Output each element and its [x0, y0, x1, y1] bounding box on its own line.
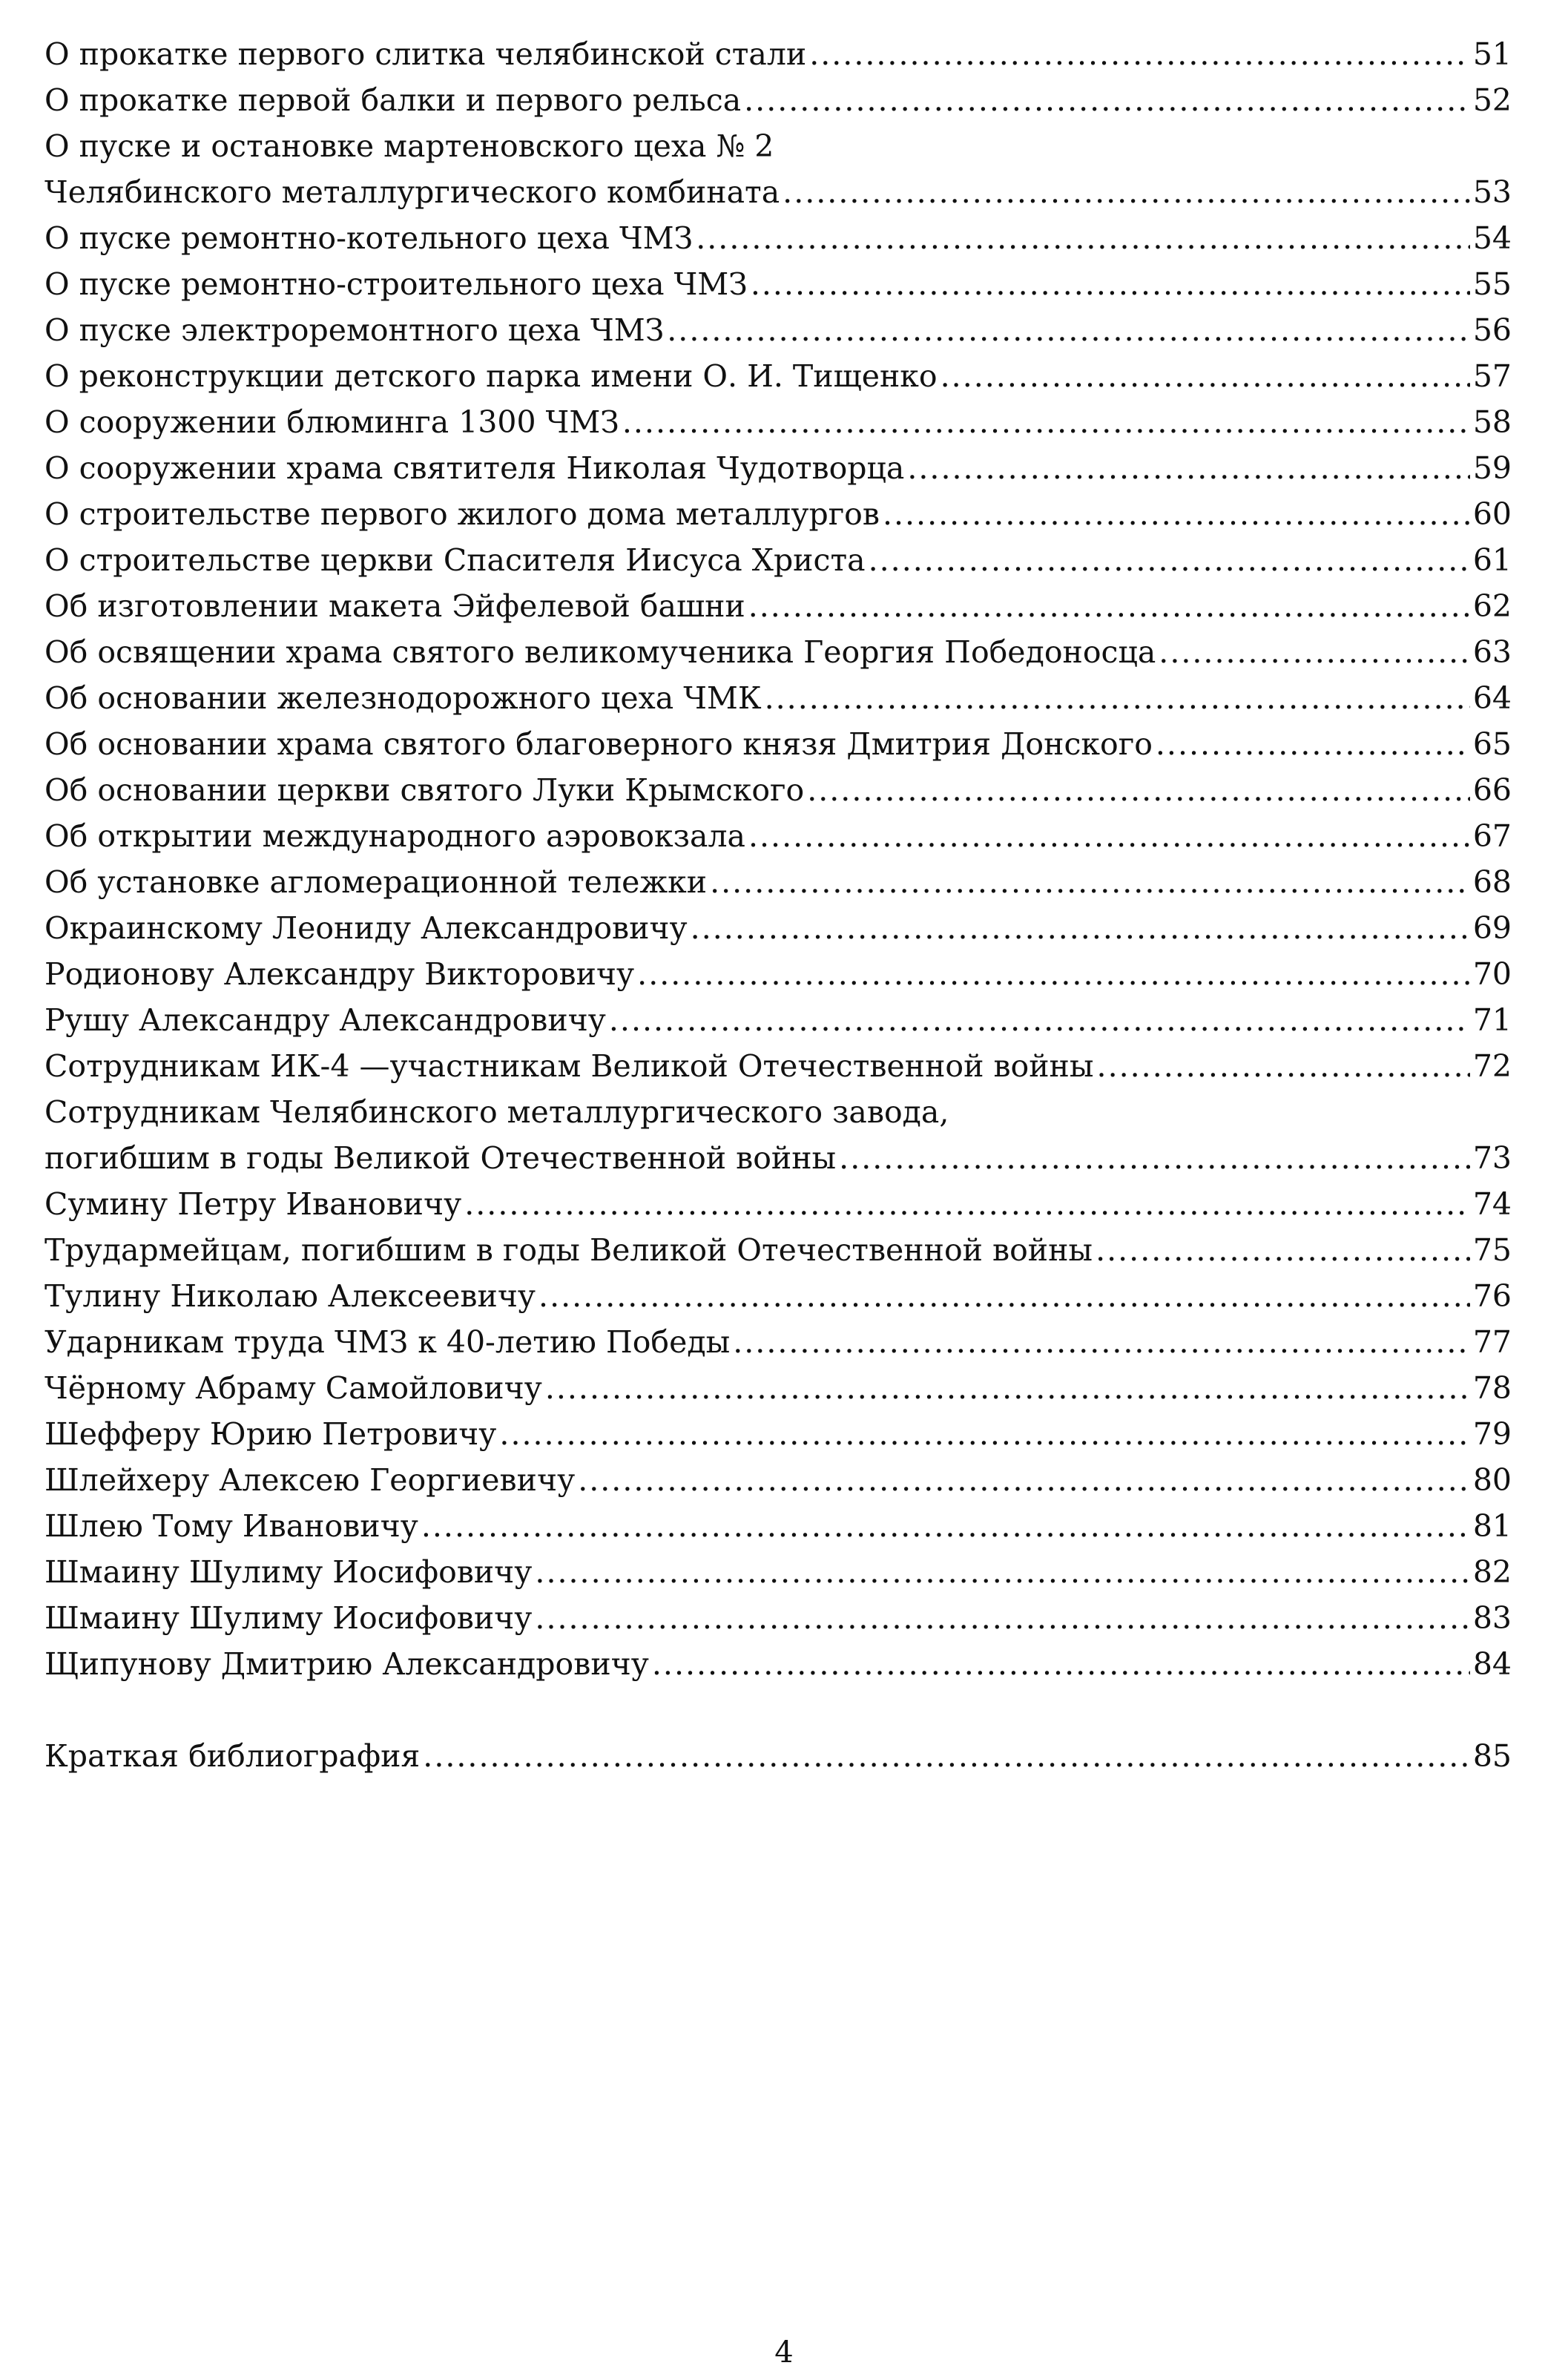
toc-entry-page: 60 [1472, 496, 1512, 532]
toc-entry[interactable] [45, 491, 1512, 537]
toc-entry-title: О прокатке первой балки и первого рельса [45, 82, 742, 118]
toc-entries [45, 31, 1512, 1687]
toc-entry-page: 74 [1472, 1186, 1512, 1222]
toc-entry-page: 52 [1472, 82, 1512, 118]
toc-leader-dots [744, 77, 1470, 123]
toc-entry-page: 64 [1472, 680, 1512, 716]
toc-entry-title: Об основании храма святого благоверного князя Дмитрия Донского [45, 726, 1153, 762]
toc-leader-dots [748, 813, 1470, 859]
toc-entry-title-line1: Сотрудникам Челябинского металлургического завода, [45, 1094, 949, 1130]
toc-entry-title: Ударникам труда ЧМЗ к 40-летию Победы [45, 1324, 731, 1360]
toc-entry-page: 66 [1472, 772, 1512, 808]
toc-entry-title: О сооружении храма святителя Николая Чудотворца [45, 450, 905, 486]
toc-leader-dots [733, 1319, 1470, 1365]
toc-entry-title: Шлейхеру Алексею Георгиевичу [45, 1462, 576, 1498]
toc-leader-dots [839, 1135, 1470, 1181]
toc-entry-title: Шефферу Юрию Петровичу [45, 1416, 497, 1452]
toc-entry-title: Шмаину Шулиму Иосифовичу [45, 1554, 533, 1590]
toc-entry-title: О пуске ремонтно-котельного цеха ЧМЗ [45, 220, 694, 256]
toc-entry[interactable] [45, 905, 1512, 951]
toc-leader-dots [691, 905, 1470, 951]
toc-gap [45, 1687, 1512, 1733]
toc-entry-page: 72 [1472, 1048, 1512, 1084]
toc-leader-dots [499, 1411, 1469, 1457]
toc-entry-last-line [45, 1135, 1512, 1181]
toc-entry-title: Чёрному Абраму Самойловичу [45, 1370, 542, 1406]
toc-entry-title: Шлею Тому Ивановичу [45, 1508, 418, 1544]
toc-entry-title: Сумину Петру Ивановичу [45, 1186, 462, 1222]
toc-entry-page: 53 [1472, 174, 1512, 210]
toc-leader-dots [1097, 1043, 1470, 1089]
toc-entry[interactable] [45, 1411, 1512, 1457]
toc-entry-page: 81 [1472, 1508, 1512, 1544]
toc-leader-dots [869, 537, 1470, 583]
toc-leader-dots [545, 1365, 1470, 1411]
toc-entry-bibliography[interactable] [45, 1733, 1512, 1779]
page-number: 4 [774, 2335, 794, 2370]
toc-entry-title: Рушу Александру Александровичу [45, 1002, 606, 1038]
toc-entry-page: 54 [1472, 220, 1512, 256]
toc-entry[interactable] [45, 1549, 1512, 1595]
toc-entry-title: О прокатке первого слитка челябинской стали [45, 36, 807, 72]
toc-leader-dots [809, 31, 1470, 77]
toc-entry[interactable] [45, 1273, 1512, 1319]
toc-entry-title: Окраинскому Леониду Александровичу [45, 910, 688, 946]
toc-leader-dots [535, 1595, 1469, 1641]
toc-entry-page: 71 [1472, 1002, 1512, 1038]
toc-entry[interactable] [45, 767, 1512, 813]
toc-entry-page: 82 [1472, 1554, 1512, 1590]
toc-entry-page: 85 [1472, 1738, 1512, 1774]
toc-entry-page: 63 [1472, 634, 1512, 670]
toc-entry-page: 51 [1472, 36, 1512, 72]
toc-leader-dots [652, 1641, 1470, 1687]
toc-entry-title: Трудармейцам, погибшим в годы Великой Отечественной войны [45, 1232, 1093, 1268]
toc-leader-dots [765, 675, 1470, 721]
toc-entry[interactable] [45, 307, 1512, 353]
toc-leader-dots [1096, 1227, 1470, 1273]
toc-entry[interactable] [45, 1457, 1512, 1503]
toc-entry-page: 59 [1472, 450, 1512, 486]
toc-leader-dots [423, 1733, 1470, 1779]
toc-entry-page: 78 [1472, 1370, 1512, 1406]
toc-leader-dots [907, 445, 1469, 491]
toc-entry[interactable] [45, 215, 1512, 261]
toc-entry-title: Сотрудникам ИК-4 —участникам Великой Отечественной войны [45, 1048, 1094, 1084]
toc-entry-page: 65 [1472, 726, 1512, 762]
toc-entry[interactable] [45, 399, 1512, 445]
toc-leader-dots [748, 583, 1470, 629]
toc-entry-page: 69 [1472, 910, 1512, 946]
toc-leader-dots [883, 491, 1470, 537]
toc-leader-dots [464, 1181, 1470, 1227]
toc-entry[interactable] [45, 1365, 1512, 1411]
toc-leader-dots [578, 1457, 1470, 1503]
toc-entry-title: О сооружении блюминга 1300 ЧМЗ [45, 404, 619, 440]
toc-leader-dots [667, 307, 1470, 353]
toc-entry[interactable] [45, 583, 1512, 629]
toc-entry[interactable] [45, 1503, 1512, 1549]
toc-entry-page: 73 [1472, 1140, 1512, 1176]
toc-entry-page: 57 [1472, 358, 1512, 394]
toc-entry-title: Тулину Николаю Алексеевичу [45, 1278, 536, 1314]
toc-entry-page: 75 [1472, 1232, 1512, 1268]
toc-entry[interactable] [45, 629, 1512, 675]
toc-entry-page: 84 [1472, 1646, 1512, 1682]
toc-entry-page: 77 [1472, 1324, 1512, 1360]
toc-leader-dots [622, 399, 1470, 445]
toc-leader-dots [783, 169, 1470, 215]
toc-entry[interactable] [45, 951, 1512, 997]
toc-entry-title: О пуске электроремонтного цеха ЧМЗ [45, 312, 665, 348]
toc-leader-dots [807, 767, 1470, 813]
toc-entry[interactable] [45, 1319, 1512, 1365]
toc-entry[interactable] [45, 445, 1512, 491]
toc-entry[interactable] [45, 1227, 1512, 1273]
toc-entry-title: Об открытии международного аэровокзала [45, 818, 745, 854]
toc-leader-dots [637, 951, 1470, 997]
toc-leader-dots [421, 1503, 1470, 1549]
toc-entry[interactable] [45, 721, 1512, 767]
toc-entry[interactable] [45, 1595, 1512, 1641]
toc-entry-title: О реконструкции детского парка имени О. И. Тищенко [45, 358, 938, 394]
toc-entry[interactable] [45, 77, 1512, 123]
toc-entry-last-line [45, 169, 1512, 215]
toc-entry-title: О строительстве церкви Спасителя Иисуса Христа [45, 542, 866, 578]
toc-entry-page: 56 [1472, 312, 1512, 348]
table-of-contents [45, 31, 1512, 1779]
toc-entry-page: 61 [1472, 542, 1512, 578]
toc-entry-page: 67 [1472, 818, 1512, 854]
toc-leader-dots [710, 859, 1470, 905]
toc-entry-page: 76 [1472, 1278, 1512, 1314]
toc-entry-title: Щипунову Дмитрию Александровичу [45, 1646, 649, 1682]
toc-entry-title: погибшим в годы Великой Отечественной войны [45, 1140, 837, 1176]
toc-entry[interactable] [45, 675, 1512, 721]
toc-leader-dots [538, 1273, 1470, 1319]
toc-entry-page: 55 [1472, 266, 1512, 302]
toc-leader-dots [1156, 721, 1470, 767]
toc-entry-title: Шмаину Шулиму Иосифовичу [45, 1600, 533, 1636]
toc-leader-dots [751, 261, 1470, 307]
toc-entry-page: 68 [1472, 864, 1512, 900]
toc-entry-page: 70 [1472, 956, 1512, 992]
toc-entry-page: 62 [1472, 588, 1512, 624]
toc-entry-title: О пуске ремонтно-строительного цеха ЧМЗ [45, 266, 748, 302]
toc-entry-page: 80 [1472, 1462, 1512, 1498]
toc-entry-title: Родионову Александру Викторовичу [45, 956, 635, 992]
toc-leader-dots [1159, 629, 1470, 675]
toc-entry-page: 79 [1472, 1416, 1512, 1452]
toc-entry-title: Об установке агломерационной тележки [45, 864, 708, 900]
toc-entry[interactable] [45, 31, 1512, 77]
toc-entry[interactable] [45, 261, 1512, 307]
toc-entry-title: Краткая библиография [45, 1738, 421, 1774]
toc-leader-dots [941, 353, 1470, 399]
toc-entry-page: 58 [1472, 404, 1512, 440]
toc-entry[interactable] [45, 813, 1512, 859]
toc-entry[interactable] [45, 537, 1512, 583]
toc-entry-title-line1: О пуске и остановке мартеновского цеха № 2 [45, 128, 774, 164]
toc-entry[interactable] [45, 1043, 1512, 1089]
toc-entry-title: О строительстве первого жилого дома металлургов [45, 496, 880, 532]
toc-entry[interactable] [45, 1181, 1512, 1227]
toc-entry[interactable] [45, 353, 1512, 399]
toc-entry-title: Об основании железнодорожного цеха ЧМК [45, 680, 762, 716]
toc-entry[interactable] [45, 1641, 1512, 1687]
toc-entry[interactable] [45, 123, 1512, 215]
toc-leader-dots [535, 1549, 1469, 1595]
toc-entry-page: 83 [1472, 1600, 1512, 1636]
toc-leader-dots [609, 997, 1470, 1043]
toc-entry-title: Об освящении храма святого великомученика Георгия Победоносца [45, 634, 1156, 670]
toc-entry[interactable] [45, 997, 1512, 1043]
toc-entry[interactable] [45, 1089, 1512, 1181]
toc-leader-dots [696, 215, 1470, 261]
toc-entry[interactable] [45, 859, 1512, 905]
toc-entry-title: Об основании церкви святого Луки Крымского [45, 772, 805, 808]
toc-entry-title: Об изготовлении макета Эйфелевой башни [45, 588, 745, 624]
toc-entry-title: Челябинского металлургического комбината [45, 174, 780, 210]
